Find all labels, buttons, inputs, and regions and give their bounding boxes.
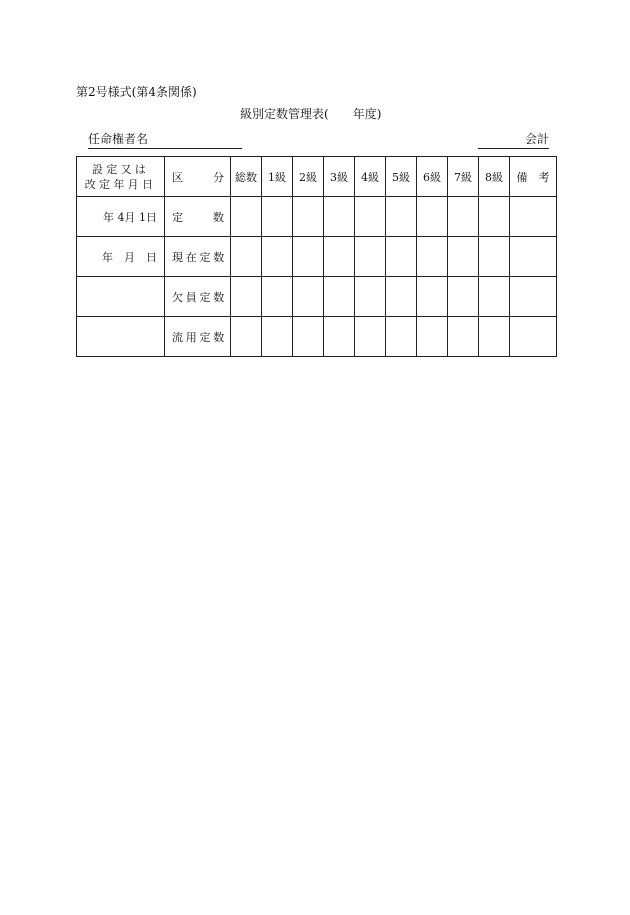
row-date-cell[interactable]: 年 月 日: [77, 237, 165, 277]
accounting-label: 会計: [524, 132, 549, 146]
appointing-authority-label: 任命権者名: [88, 132, 149, 146]
grade-2-cell[interactable]: [293, 317, 324, 357]
table-row: [77, 317, 557, 357]
row-division-b: 数: [213, 210, 224, 224]
total-cell[interactable]: [231, 317, 262, 357]
table-row: [77, 197, 557, 237]
header-grade-2: 2級: [293, 157, 324, 197]
header-remarks: 備 考: [510, 157, 557, 197]
grade-7-cell[interactable]: [448, 277, 479, 317]
header-division: [165, 157, 231, 197]
grade-6-cell[interactable]: [417, 237, 448, 277]
appointing-authority-field[interactable]: [88, 130, 242, 149]
total-cell[interactable]: [231, 237, 262, 277]
header-grade-8: 8級: [479, 157, 510, 197]
grade-2-cell[interactable]: [293, 197, 324, 237]
grade-7-cell[interactable]: [448, 317, 479, 357]
grade-8-cell[interactable]: [479, 237, 510, 277]
grade-2-cell[interactable]: [293, 277, 324, 317]
grade-5-cell[interactable]: [386, 277, 417, 317]
title-year: 年度): [352, 107, 382, 121]
row-division-cell: 流用定数: [165, 317, 231, 357]
header-date-line1: 設定又は: [91, 162, 150, 176]
accounting-field[interactable]: [478, 130, 549, 149]
grade-1-cell[interactable]: [262, 237, 293, 277]
grade-1-cell[interactable]: [262, 197, 293, 237]
grade-5-cell[interactable]: [386, 197, 417, 237]
grade-5-cell[interactable]: [386, 237, 417, 277]
row-division-cell: 欠員定数: [165, 277, 231, 317]
header-grade-3: 3級: [324, 157, 355, 197]
document-title: [240, 105, 381, 122]
header-total: 総数: [231, 157, 262, 197]
header-date: [77, 157, 165, 197]
header-grade-6: 6級: [417, 157, 448, 197]
title-main: 級別定数管理表(: [240, 107, 329, 121]
grade-8-cell[interactable]: [479, 277, 510, 317]
grade-2-cell[interactable]: [293, 237, 324, 277]
grade-3-cell[interactable]: [324, 277, 355, 317]
grade-7-cell[interactable]: [448, 197, 479, 237]
grade-7-cell[interactable]: [448, 237, 479, 277]
grade-3-cell[interactable]: [324, 317, 355, 357]
total-cell[interactable]: [231, 197, 262, 237]
total-cell[interactable]: [231, 277, 262, 317]
row-date-cell[interactable]: 年 4月 1日: [77, 197, 165, 237]
grade-1-cell[interactable]: [262, 277, 293, 317]
grade-3-cell[interactable]: [324, 197, 355, 237]
grade-8-cell[interactable]: [479, 197, 510, 237]
remarks-cell[interactable]: [510, 317, 557, 357]
header-division-a: 区: [172, 170, 183, 184]
row-date-cell[interactable]: [77, 317, 165, 357]
grade-6-cell[interactable]: [417, 197, 448, 237]
grade-8-cell[interactable]: [479, 317, 510, 357]
grade-quota-table: [76, 156, 557, 357]
form-number: 第2号様式(第4条関係): [76, 85, 197, 99]
grade-6-cell[interactable]: [417, 317, 448, 357]
header-grade-4: 4級: [355, 157, 386, 197]
grade-5-cell[interactable]: [386, 317, 417, 357]
grade-3-cell[interactable]: [324, 237, 355, 277]
remarks-cell[interactable]: [510, 197, 557, 237]
grade-1-cell[interactable]: [262, 317, 293, 357]
header-division-b: 分: [213, 170, 224, 184]
remarks-cell[interactable]: [510, 277, 557, 317]
header-date-line2: 改定年月日: [84, 177, 157, 191]
grade-4-cell[interactable]: [355, 237, 386, 277]
row-division-cell: 現在定数: [165, 237, 231, 277]
table-header-row: [77, 157, 557, 197]
header-grade-5: 5級: [386, 157, 417, 197]
row-division-a: 定: [172, 210, 183, 224]
header-grade-7: 7級: [448, 157, 479, 197]
table-row: [77, 277, 557, 317]
grade-4-cell[interactable]: [355, 197, 386, 237]
table-row: [77, 237, 557, 277]
grade-4-cell[interactable]: [355, 317, 386, 357]
grade-4-cell[interactable]: [355, 277, 386, 317]
header-grade-1: 1級: [262, 157, 293, 197]
remarks-cell[interactable]: [510, 237, 557, 277]
row-division-cell: [165, 197, 231, 237]
row-date-cell[interactable]: [77, 277, 165, 317]
grade-6-cell[interactable]: [417, 277, 448, 317]
